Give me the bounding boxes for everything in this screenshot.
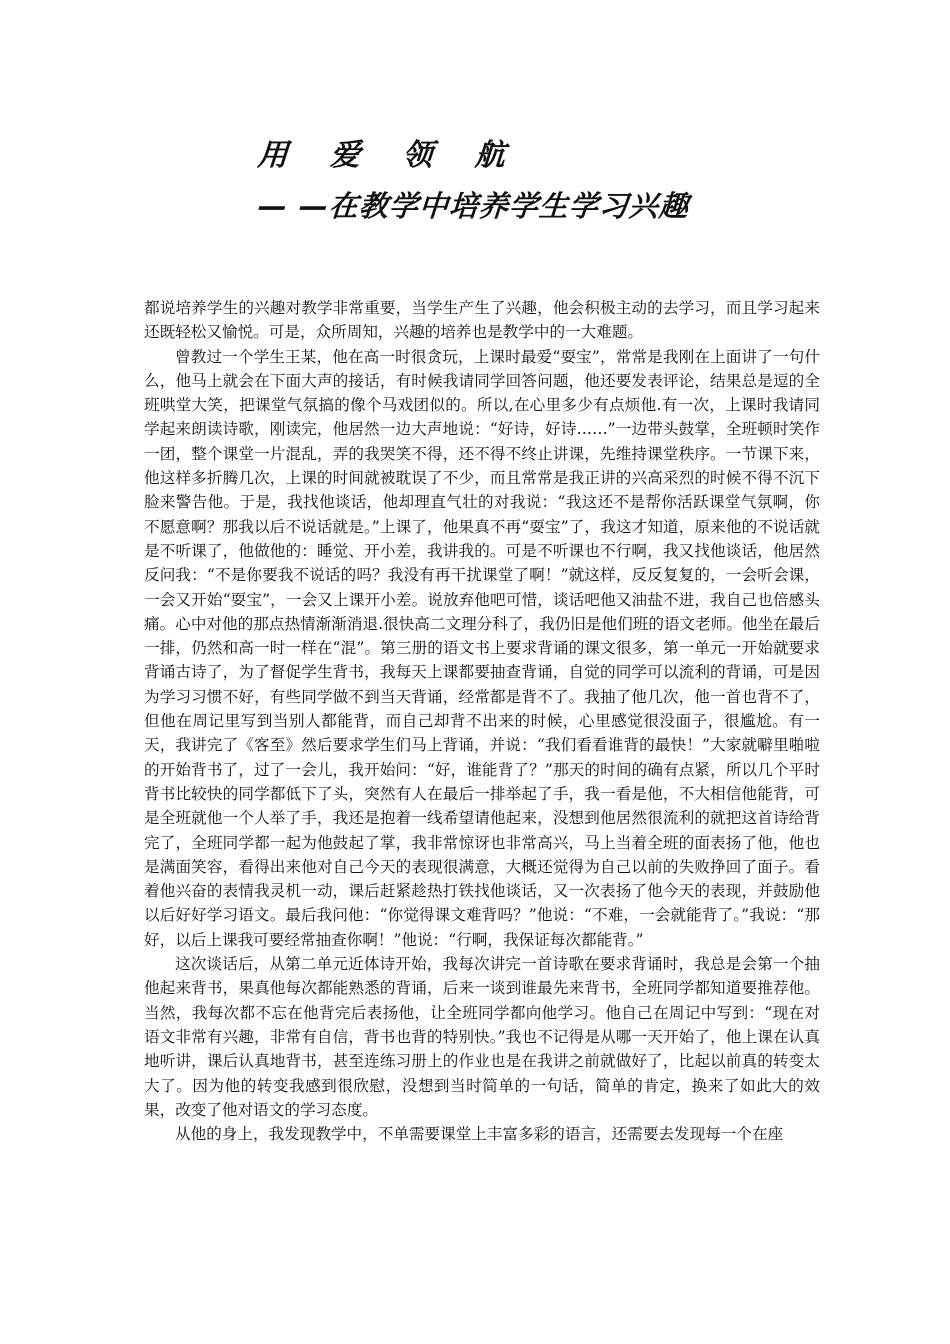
page-title: 用 爱 领 航 bbox=[256, 138, 523, 173]
paragraph-1: 都说培养学生的兴趣对教学非常重要，当学生产生了兴趣，他会积极主动的去学习，而且学习起来还既轻松又愉悦。可是，众所周知，兴趣的培养也是教学中的一大难题。 bbox=[144, 299, 820, 342]
paragraph-3: 这次谈话后，从第二单元近体诗开始，我每次讲完一首诗歌在要求背诵时，我总是会第一个抽他起来背书，果真他每次都能熟悉的背诵，后来一谈到谁最先来背书，全班同学都知道要推荐他。当然，我每次都不忘在他背完后表扬他，让全班同学都向他学习。他自己在周记中写到：“现在对语文非常有兴趣，非常有自信，背书也背的特别快。”我也不记得是从哪一天开始了，他上课在认真地听讲，课后认真地背书，甚至连练习册上的作业也是在我讲之前就做好了，比起以前真的转变太大了。因为他的转变我感到很欣慰，没想到当时简单的一句话，简单的肯定，换来了如此大的效果，改变了他对语文的学习态度。 bbox=[144, 955, 820, 1119]
page-subtitle: — —在教学中培养学生学习兴趣 bbox=[256, 189, 691, 223]
paragraph-2: 曾教过一个学生王某，他在高一时很贪玩，上课时最爱“耍宝”，常常是我刚在上面讲了一句什么，他马上就会在下面大声的接话，有时候我请同学回答问题，他还要发表评论，结果总是逗的全班哄堂大笑，把课堂气氛搞的像个马戏团似的。所以,在心里多少有点烦他.有一次，上课时我请同学起来朗读诗歌，刚读完，他居然一边大声地说：“好诗，好诗……”一边带头鼓掌，全班顿时笑作一团，整个课堂一片混乱，弄的我哭笑不得，还不得不终止讲课，先维持课堂秩序。一节课下来，他这样多折腾几次，上课的时间就被耽误了不少，而且常常是我正讲的兴高采烈的时候不得不沉下脸来警告他。于是，我找他谈话，他却理直气壮的对我说：“我这还不是帮你活跃课堂气氛啊，你不愿意啊？那我以后不说话就是。”上课了，他果真不再“耍宝”了，我这才知道，原来他的不说话就是不听课了，他做他的：睡觉、开小差，我讲我的。可是不听课也不行啊，我又找他谈话，他居然反问我：“不是你要我不说话的吗？我没有再干扰课堂了啊！”就这样，反反复复的，一会听会课，一会又开始“耍宝”，一会又上课开小差。说放弃他吧可惜，谈话吧他又油盐不进，我自己也倍感头痛。心中对他的那点热情渐渐消退.很快高二文理分科了，我仍旧是他们班的语文老师。他坐在最后一排，仍然和高一时一样在“混”。第三册的语文书上要求背诵的课文很多，第一单元一开始就要求背诵古诗了，为了督促学生背书，我每天上课都要抽查背诵，自觉的同学可以流利的背诵，可是因为学习习惯不好，有些同学做不到当天背诵，经常都是背不了。我抽了他几次，他一首也背不了，但他在周记里写到当别人都能背，而自己却背不出来的时候，心里感觉很没面子，很尴尬。有一天，我讲完了《客至》然后要求学生们马上背诵，并说：“我们看看谁背的最快！”大家就噼里啪啦的开始背书了，过了一会儿，我开始问：“好，谁能背了？”那天的时间的确有点紧，所以几个平时背书比较快的同学都低下了头，突然有人在最后一排举起了手，我一看是他，不大相信他能背，可是全班就他一个人举了手，我还是抱着一线希望请他起来，没想到他居然很流利的就把这首诗给背完了，全班同学都一起为他鼓起了掌，我非常惊讶也非常高兴，马上当着全班的面表扬了他，他也是满面笑容，看得出来他对自己今天的表现很满意，大概还觉得为自己以前的失败挣回了面子。看着他兴奋的表情我灵机一动，课后赶紧趁热打铁找他谈话，又一次表扬了他今天的表现，并鼓励他以后好好学习语文。最后我问他：“你觉得课文难背吗？”他说：“不难，一会就能背了。”我说：“那好，以后上课我可要经常抽查你啊！”他说：“行啊，我保证每次都能背。” bbox=[144, 347, 820, 949]
paragraph-4: 从他的身上，我发现教学中，不单需要课堂上丰富多彩的语言，还需要去发现每一个在座 bbox=[175, 1125, 784, 1144]
body-text bbox=[144, 296, 820, 1146]
